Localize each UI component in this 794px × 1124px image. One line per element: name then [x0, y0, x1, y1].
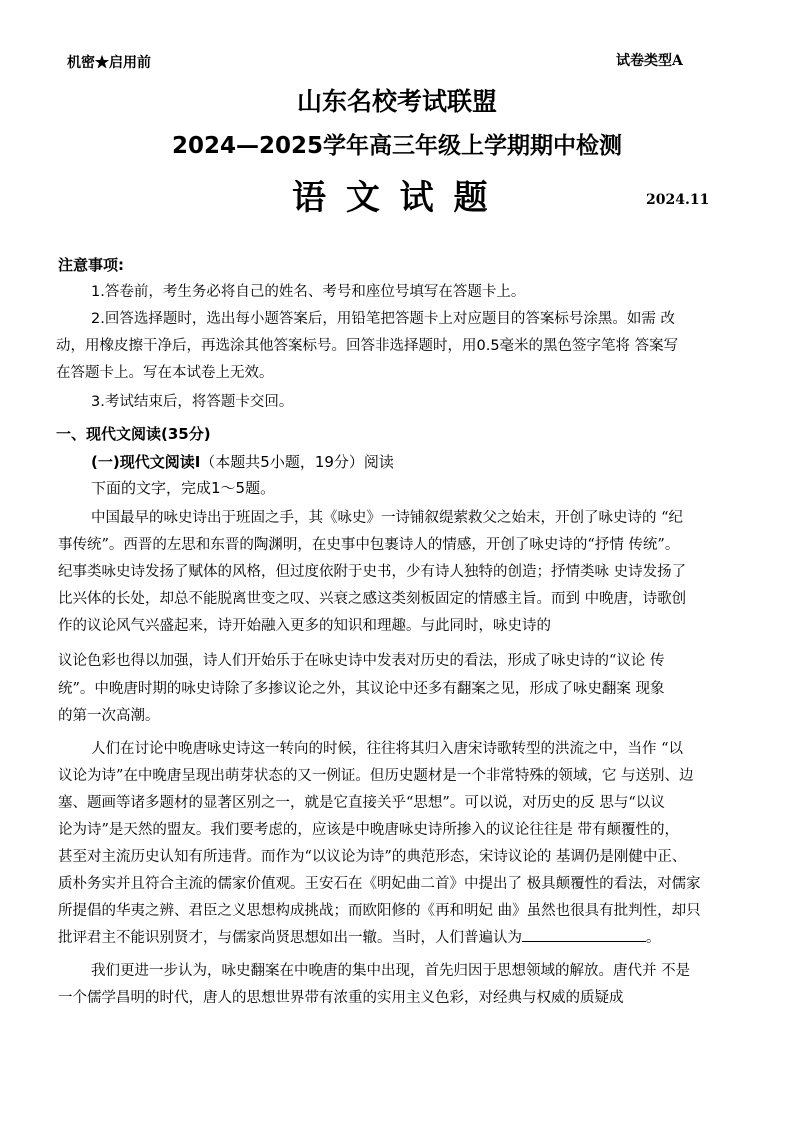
notice-item-2-line-1: 2.回答选择题时，选出每小题答案后，用铅笔把答题卡上对应题目的答案标号涂黑。如需 改	[91, 311, 675, 327]
exam-date: 2024.11	[646, 192, 710, 208]
passage-p2-line-1: 人们在讨论中晚唐咏史诗这一转向的时候，往往将其归入唐宋诗歌转型的洪流之中，当作 “以	[91, 741, 684, 757]
passage-p3-line-1: 我们更进一步认为，咏史翻案在中晚唐的集中出现，首先归因于思想领域的解放。唐代并 不是	[91, 963, 691, 979]
passage-p2-line-8-text: 批评君主不能识别贤才，与儒家尚贤思想如出一辙。当时，人们普遍认为	[58, 930, 522, 946]
passage-p2-line-8-end: 。	[646, 930, 661, 946]
passage-p2-line-2: 议论为诗”在中晚唐呈现出萌芽状态的又一例证。但历史题材是一个非常特殊的领域，它 与送别、边	[58, 768, 694, 784]
passage-p2-line-5: 甚至对主流历史认知有所违背。而作为“以议论为诗”的典范形态，宋诗议论的 基调仍是刚健中正、	[58, 849, 687, 865]
passage-p1-line-5: 作的议论风气兴盛起来，诗开始融入更多的知识和理趣。与此同时，咏史诗的	[58, 618, 551, 634]
passage-p1-line-1: 中国最早的咏史诗出于班固之手，其《咏史》一诗铺叙缇萦救父之始末，开创了咏史诗的 “纪	[91, 510, 684, 526]
section-1-title: 一、现代文阅读(35分)	[56, 425, 211, 443]
passage-p1-line-3: 纪事类咏史诗发扬了赋体的风格，但过度依附于史书，少有诗人独特的创造；抒情类咏 史诗发扬了	[58, 564, 687, 580]
passage-p3-line-2: 一个儒学昌明的时代，唐人的思想世界带有浓重的实用主义色彩，对经典与权威的质疑成	[58, 990, 624, 1006]
subsection-title-bold: (一)现代文阅读I	[91, 453, 201, 471]
paper-type-label: 试卷类型A	[616, 53, 683, 69]
passage-p2-line-4: 论为诗”是天然的盟友。我们要考虑的，应该是中晚唐咏史诗所掺入的议论往往是 带有颠覆性的，	[58, 822, 680, 838]
confidential-label: 机密★启用前	[67, 55, 151, 71]
answer-blank[interactable]	[522, 928, 646, 942]
notice-item-2-line-2: 动，用橡皮擦干净后，再选涂其他答案标号。回答非选择题时，用0.5毫米的黑色签字笔将 答案写	[56, 338, 679, 354]
passage-p2-line-6: 质朴务实并且符合主流的儒家价值观。王安石在《明妃曲二首》中提出了 极具颠覆性的看法，对儒家	[58, 876, 701, 892]
passage-p2-line-8	[58, 926, 748, 947]
passage-p1-line-4: 比兴体的长处，却总不能脱离世变之叹、兴衰之感这类刻板固定的情感主旨。而到 中晚唐，诗歌创	[58, 591, 687, 607]
org-title: 山东名校考试联盟	[296, 87, 497, 116]
passage-p1-line-7: 统”。中晚唐时期的咏史诗除了多掺议论之外，其议论中还多有翻案之见，形成了咏史翻案 现象	[58, 681, 665, 697]
subject-title: 语 文 试 题	[292, 178, 492, 218]
notice-item-3: 3.考试结束后，将答题卡交回。	[91, 394, 294, 410]
passage-p1-line-2: 事传统”。西晋的左思和东晋的陶渊明，在史事中包裹诗人的情感，开创了咏史诗的“抒情 传统”。	[58, 537, 680, 553]
exam-title: 2024—2025学年高三年级上学期期中检测	[171, 133, 623, 159]
passage-p2-line-3: 塞、题画等诸多题材的显著区别之一，就是它直接关乎“思想”。可以说，对历史的反 思与“以议	[58, 795, 665, 811]
passage-p1-line-6: 议论色彩也得以加强，诗人们开始乐于在咏史诗中发表对历史的看法，形成了咏史诗的“议论 传	[58, 653, 665, 669]
passage-p1-line-8: 的第一次高潮。	[58, 708, 160, 724]
subsection-title	[91, 451, 394, 472]
passage-p2-line-7: 所提倡的华夷之辨、君臣之义思想构成挑战；而欧阳修的《再和明妃 曲》虽然也很具有批判性，却只	[58, 903, 701, 919]
notice-heading: 注意事项:	[58, 256, 124, 274]
subsection-title-rest: （本题共5小题，19分）阅读	[200, 453, 394, 471]
reading-instruction: 下面的文字，完成1～5题。	[91, 479, 276, 497]
notice-item-2-line-3: 在答题卡上。写在本试卷上无效。	[56, 365, 274, 381]
notice-item-1: 1.答卷前，考生务必将自己的姓名、考号和座位号填写在答题卡上。	[91, 284, 526, 300]
